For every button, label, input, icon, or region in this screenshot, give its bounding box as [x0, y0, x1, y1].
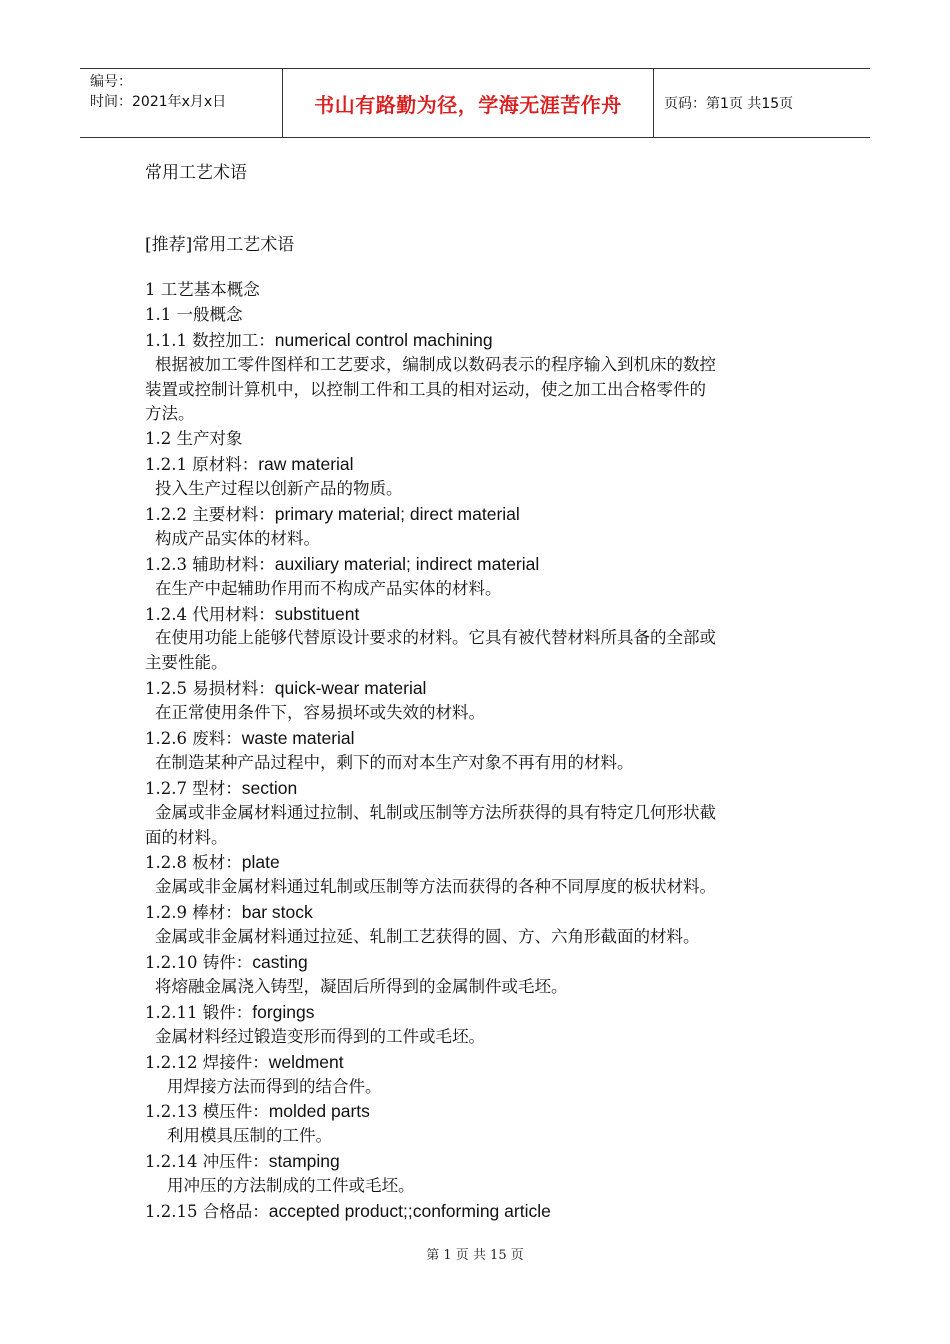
- header-meta: [80, 69, 283, 137]
- paragraph-line: [145, 1124, 825, 1149]
- english-term: primary material; direct material: [274, 504, 520, 525]
- english-term: weldment: [268, 1051, 344, 1072]
- section-heading: [145, 1050, 825, 1075]
- english-term: stamping: [268, 1151, 340, 1172]
- line-text: 1.2.6 废料：: [145, 729, 242, 749]
- english-term: bar stock: [241, 902, 313, 923]
- line-text: 1.2.12 焊接件：: [145, 1052, 269, 1072]
- line-text: 用焊接方法而得到的结合件。: [167, 1076, 382, 1096]
- line-text: 利用模具压制的工件。: [167, 1126, 332, 1146]
- english-term: accepted product;;conforming article: [268, 1200, 551, 1221]
- section-heading: [145, 602, 825, 627]
- paragraph-line: [145, 975, 825, 1000]
- english-term: forgings: [252, 1001, 315, 1022]
- line-text: 1.2.4 代用材料：: [145, 604, 275, 624]
- english-term: quick-wear material: [274, 678, 427, 699]
- document-body: [145, 278, 825, 1224]
- english-term: raw material: [258, 454, 354, 475]
- line-text: 装置或控制计算机中，以控制工件和工具的相对运动，使之加工出合格零件的: [145, 379, 706, 399]
- line-text: 1.2.8 板材：: [145, 853, 242, 873]
- paragraph-line: [145, 1025, 825, 1050]
- section-heading: [145, 1199, 825, 1224]
- section-heading: [145, 1149, 825, 1174]
- paragraph-line: [145, 651, 825, 676]
- paragraph-line: [145, 925, 825, 950]
- line-text: 1.2.1 原材料：: [145, 455, 259, 475]
- header-page-info: 页码：第1页 共15页: [664, 96, 794, 112]
- line-text: 1.2.10 铸件：: [145, 953, 253, 973]
- line-text: 1.2.5 易损材料：: [145, 679, 275, 699]
- section-heading: [145, 726, 825, 751]
- line-text: 1.2 生产对象: [145, 429, 243, 449]
- english-term: section: [241, 777, 298, 798]
- section-heading: [145, 850, 825, 875]
- line-text: 金属材料经过锻造变形而得到的工件或毛坯。: [155, 1026, 485, 1046]
- section-heading: [145, 502, 825, 527]
- number-label: 编号：: [90, 74, 132, 90]
- paragraph-line: [145, 353, 825, 378]
- line-text: 1.2.7 型材：: [145, 778, 242, 798]
- english-term: casting: [252, 952, 308, 973]
- header-motto: 书山有路勤为径，学海无涯苦作舟: [283, 69, 654, 137]
- line-text: 1.2.9 棒材：: [145, 903, 242, 923]
- english-term: plate: [241, 852, 280, 873]
- line-text: 在使用功能上能够代替原设计要求的材料。它具有被代替材料所具备的全部或: [155, 628, 716, 648]
- section-heading: [145, 776, 825, 801]
- page-footer: 第 1 页 共 15 页: [426, 1248, 524, 1263]
- line-text: 金属或非金属材料通过轧制或压制等方法而获得的各种不同厚度的板状材料。: [155, 877, 716, 897]
- line-text: 1 工艺基本概念: [145, 280, 260, 299]
- paragraph-line: [145, 626, 825, 651]
- paragraph-line: [145, 577, 825, 602]
- paragraph-line: [145, 701, 825, 726]
- line-text: 在生产中起辅助作用而不构成产品实体的材料。: [155, 578, 502, 598]
- section-heading: [145, 676, 825, 701]
- line-text: 主要性能。: [145, 653, 228, 673]
- english-term: molded parts: [268, 1101, 370, 1122]
- paragraph-line: [145, 826, 825, 851]
- line-text: 构成产品实体的材料。: [155, 528, 320, 548]
- paragraph-line: [145, 402, 825, 427]
- section-heading: [145, 1099, 825, 1124]
- line-text: 1.2.15 合格品：: [145, 1201, 269, 1221]
- english-term: numerical control machining: [274, 329, 493, 350]
- english-term: auxiliary material; indirect material: [274, 553, 540, 574]
- paragraph-line: [145, 477, 825, 502]
- section-heading: [145, 427, 825, 452]
- line-text: 将熔融金属浇入铸型，凝固后所得到的金属制件或毛坯。: [155, 976, 568, 996]
- section-heading: [145, 950, 825, 975]
- paragraph-line: [145, 751, 825, 776]
- section-heading: [145, 303, 825, 328]
- line-text: 金属或非金属材料通过拉制、轧制或压制等方法所获得的具有特定几何形状截: [155, 802, 716, 822]
- english-term: waste material: [241, 728, 355, 749]
- paragraph-line: [145, 527, 825, 552]
- line-text: 用冲压的方法制成的工件或毛坯。: [167, 1176, 415, 1196]
- line-text: 1.2.3 辅助材料：: [145, 554, 275, 574]
- line-text: 方法。: [145, 404, 195, 424]
- time-label: 时间：2021年x月x日: [90, 94, 227, 110]
- paragraph-line: [145, 875, 825, 900]
- line-text: 1.2.11 锻件：: [145, 1002, 253, 1022]
- line-text: 在制造某种产品过程中，剩下的而对本生产对象不再有用的材料。: [155, 752, 634, 772]
- section-heading: [145, 552, 825, 577]
- section-heading: [145, 452, 825, 477]
- paragraph-line: [145, 801, 825, 826]
- line-text: 1.1.1 数控加工：: [145, 330, 275, 350]
- paragraph-line: [145, 378, 825, 403]
- line-text: 1.2.13 模压件：: [145, 1102, 269, 1122]
- paragraph-line: [145, 1174, 825, 1199]
- header-table: [80, 68, 870, 138]
- section-heading: [145, 328, 825, 353]
- line-text: 在正常使用条件下，容易损坏或失效的材料。: [155, 703, 485, 723]
- line-text: 金属或非金属材料通过拉延、轧制工艺获得的圆、方、六角形截面的材料。: [155, 927, 700, 947]
- line-text: 投入生产过程以创新产品的物质。: [155, 479, 403, 499]
- section-heading: [145, 278, 825, 303]
- line-text: 1.1 一般概念: [145, 304, 243, 324]
- page-subtitle: [推荐]常用工艺术语: [145, 235, 295, 255]
- section-heading: [145, 900, 825, 925]
- section-heading: [145, 1000, 825, 1025]
- english-term: substituent: [274, 603, 360, 624]
- line-text: 根据被加工零件图样和工艺要求，编制成以数码表示的程序输入到机床的数控: [155, 354, 716, 374]
- page-title: 常用工艺术语: [145, 163, 247, 183]
- line-text: 1.2.14 冲压件：: [145, 1152, 269, 1172]
- line-text: 面的材料。: [145, 827, 228, 847]
- line-text: 1.2.2 主要材料：: [145, 505, 275, 525]
- paragraph-line: [145, 1075, 825, 1100]
